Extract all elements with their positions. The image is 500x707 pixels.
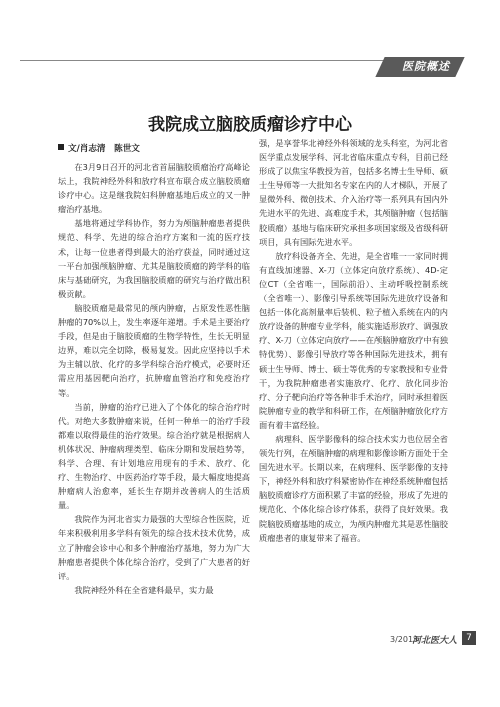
paragraph: 病理科、医学影像科的综合技术实力也位居全省领先行列，在颅脑肿瘤的病理和影像诊断方面处于全国先进水平。长期以来，在病理科、医学影像的支持下，神经外科和放疗科紧密协作在神经系统肿瘤包括脑胶质瘤诊疗方面积累了丰富的经验，形成了先进的规范化、个体化综合诊疗体系，获得了良好效果。我院脑胶质瘤基地的成立，为颅内肿瘤尤其是恶性脑胶质瘤患者的康复带来了福音。 — [259, 433, 448, 543]
paragraph: 当前，肿瘤的治疗已进入了个体化的综合治疗时代。对绝大多数肿瘤来说，任何一种单一的治疗手段都难以取得最佳的治疗效果。综合治疗就是根据病人机体状况、肿瘤病理类型、临床分期和发展趋势等，科学、合理、有计划地应用现有的手术、放疗、化疗、生物治疗、中医药治疗等手段，最大幅度地提高肿瘤病人治愈率，延长生存期并改善病人的生活质量。 — [58, 401, 250, 511]
left-column — [58, 160, 250, 597]
paragraph: 我院作为河北省实力最强的大型综合性医院，近年来积极利用多学科有领先的综合技术技术优势，成立了肿瘤会诊中心和多个肿瘤治疗基地，努力为广大肿瘤患者提供个体化综合治疗，受到了广大患者的好评。 — [58, 514, 250, 581]
paragraph: 脑胶质瘤是最常见的颅内肿瘤，占原发性恶性脑肿瘤的70%以上，发生率逐年递增。手术是主要治疗手段，但是由于脑胶质瘤的生物学特性，生长无明显边界，难以完全切除，极易复发。因此应坚持以手术为主辅以放、化疗的多学科综合治疗模式，必要时还需应用基因靶向治疗，抗肿瘤血管治疗和免疫治疗等。 — [58, 302, 250, 398]
magazine-brand: 河北医大人 — [412, 636, 458, 646]
paragraph: 基地将通过学科协作，努力为颅脑肿瘤患者提供规范、科学、先进的综合治疗方案和一流的医疗技术，让每一位患者得到最大的治疗获益，同时通过这一平台加强颅脑肿瘤、尤其是脑胶质瘤的跨学科的临床与基础研究，为我国脑胶质瘤的研究与治疗做出积极贡献。 — [58, 218, 250, 299]
issue-number: 3/2013 — [390, 635, 419, 644]
byline — [58, 142, 140, 154]
article-title: 我院成立脑胶质瘤诊疗中心 — [148, 115, 352, 135]
byline-square-icon — [58, 144, 64, 150]
paragraph: 在3月9日召开的河北省首届脑胶质瘤治疗高峰论坛上，我院神经外科和放疗科宣布联合成立脑胶质瘤诊疗中心。这是继我院妇科肿瘤基地后成立的又一肿瘤治疗基地。 — [58, 162, 250, 215]
footer — [390, 633, 460, 647]
page-number: 7 — [462, 631, 476, 645]
paragraph: 放疗科设备齐全、先进，是全省唯一一家同时拥有直线加速器、X-刀（立体定向放疗系统）、4D-定位CT（全省唯一，国际前沿）、主动呼吸控制系统（全省唯一）、影像引导系统等国际先进放疗设备和包括一体化高剂量率后装机、粒子植入系统在内的内放疗设备的肿瘤专业学科，能实施适形放疗、调强放疗、X-刀（立体定向放疗——在颅脑肿瘤放疗中有独特优势）、影像引导放疗等各种国际先进技术，拥有硕士生导师、博士、硕士等优秀的专家教授和专业骨干，为我院肿瘤患者实施放疗、化疗、放化同步治疗、分子靶向治疗等各种非手术治疗，同时承担着医院肿瘤专业的教学和科研工作，在颅脑肿瘤放化疗方面有着丰富经验。 — [259, 250, 448, 430]
paragraph: 强，是享誉华北神经外科领域的龙头科室，为河北省医学重点发展学科、河北省临床重点专科，目前已经形成了以焦宝华教授为首，包括多名博士生导师、硕士生导师等一大批知名专家在内的人才梯队，开展了显微外科、微创技术、介入治疗等一系列具有国内外先进水平的先进、高难度手术，其颅脑肿瘤（包括脑胶质瘤）基地与临床研究承担多项国家级及省级科研项目，具有国际先进水平。 — [259, 138, 448, 247]
byline-text: 文/肖志清 陈世文 — [68, 144, 140, 154]
paragraph: 我院神经外科在全省建科最早，实力最 — [74, 584, 214, 595]
section-tag: 医院概述 — [402, 60, 450, 73]
right-column — [259, 136, 448, 545]
